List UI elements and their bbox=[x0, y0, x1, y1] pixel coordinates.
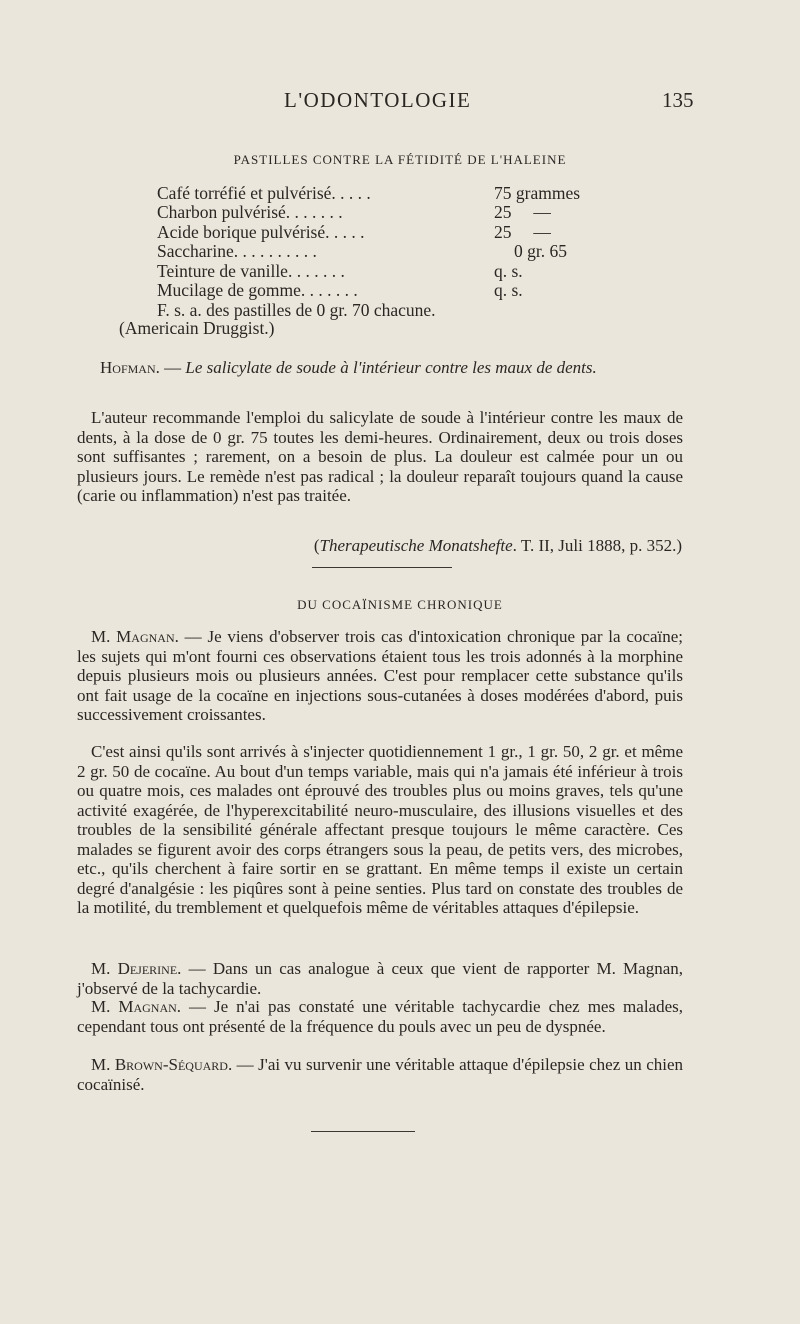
source-details: . T. II, Juli 1888, p. 352.) bbox=[512, 536, 682, 555]
paragraph-text: — Dans un cas analogue à ceux que vient de rapporter M. Magnan, j'observé de la tachycardie. bbox=[77, 959, 684, 998]
speaker-name: M. Magnan. bbox=[91, 997, 182, 1016]
paragraph bbox=[77, 997, 683, 1036]
speaker-name: M. Magnan. bbox=[91, 627, 179, 646]
paragraph-text: — Je n'ai pas constaté une véritable tachycardie chez mes malades, cependant tous ont présenté de la fréquence du pouls avec un peu de dyspnée. bbox=[77, 997, 684, 1036]
recipe-item bbox=[157, 203, 627, 222]
ingredient-quantity: 75 grammes bbox=[494, 183, 581, 203]
ingredient-name: Mucilage de gomme. . . . . . . bbox=[157, 279, 358, 300]
article-heading: Hofman. — Le salicylate de soude à l'intérieur contre les maux de dents. bbox=[77, 358, 683, 378]
ingredient-quantity: q. s. bbox=[494, 260, 523, 281]
speaker-name: M. Brown-Séquard. bbox=[91, 1055, 233, 1074]
recipe-item bbox=[157, 242, 627, 261]
paragraph bbox=[77, 627, 683, 725]
paragraph bbox=[77, 1055, 683, 1094]
ingredient-name: Saccharine. . . . . . . . . . bbox=[157, 241, 317, 262]
ingredient-name: Café torréfié et pulvérisé. . . . . bbox=[157, 183, 371, 203]
ingredient-name: Teinture de vanille. . . . . . . bbox=[157, 260, 345, 281]
recipe-list bbox=[157, 184, 627, 300]
article-source: (Therapeutische Monatshefte. T. II, Juli 1888, p. 352.) bbox=[313, 536, 682, 555]
section-heading: DU COCAÏNISME CHRONIQUE bbox=[297, 597, 503, 612]
speaker-name: M. Dejerine. bbox=[91, 959, 182, 978]
running-title: L'ODONTOLOGIE bbox=[284, 88, 472, 112]
paragraph: C'est ainsi qu'ils sont arrivés à s'injecter quotidiennement 1 gr., 1 gr. 50, 2 gr. et même 2 gr. 50 de cocaïne. Au bout d'un temps variable, mais qui n'a jamais été inférieur à trois ou quatre mois, ces malades ont éprouvé des troubles plus ou moins graves, tels qu'une activité exagérée, de l'hyperexcitabilité neuro-musculaire, des illusions visuelles et des troubles de la sensibilité générale affectant presque toujours le même caractère. Ces malades se figurent avoir des corps étrangers sous la peau, de petits vers, des microbes, etc., qu'ils cherchent à faire sortir en se grattant. En même temps il existe un certain degré d'analgésie : les piqûres sont à peine senties. Plus tard on constate des troubles de la motilité, du tremblement et quelquefois même de véritables attaques d'épilepsie. bbox=[77, 742, 683, 917]
paragraph-text: — Je viens d'observer trois cas d'intoxication chronique par la cocaïne; les sujets qui m'ont fourni ces observations étaient tous les trois adonnés à la morphine depuis plusieurs mois ou plusieurs années. C'est pour remplacer cette substance qu'ils ont fait usage de la cocaïne en injections sous-cutanées à doses modérées d'abord, puis successivement croissantes. bbox=[77, 627, 684, 724]
page-number: 135 bbox=[662, 88, 694, 112]
article-body: L'auteur recommande l'emploi du salicylate de soude à l'intérieur contre les maux de dents, à la dose de 0 gr. 75 toutes les demi-heures. Ordinairement, deux ou trois doses sont suffisantes ; rarement, on a besoin de plus. La douleur est calmée pour un ou plusieurs jours. Le remède n'est pas radical ; la douleur reparaît toujours quand la cause (carie ou inflammation) n'est pas traitée. bbox=[77, 408, 683, 505]
recipe-item bbox=[157, 262, 627, 281]
ingredient-quantity: 25 — bbox=[494, 221, 551, 242]
paragraph bbox=[77, 959, 683, 998]
recipe-title: PASTILLES CONTRE LA FÉTIDITÉ DE L'HALEINE bbox=[233, 152, 567, 167]
recipe-item bbox=[157, 223, 627, 242]
recipe-source: (Americain Druggist.) bbox=[119, 318, 275, 338]
article-author: Hofman. bbox=[100, 358, 160, 377]
source-journal: Therapeutische Monatshefte bbox=[319, 536, 513, 555]
ingredient-name: Charbon pulvérisé. . . . . . . bbox=[157, 202, 343, 223]
ingredient-quantity: 25 — bbox=[494, 202, 551, 223]
recipe-instruction: F. s. a. des pastilles de 0 gr. 70 chacune. bbox=[157, 300, 436, 320]
ingredient-quantity: 0 gr. 65 bbox=[514, 241, 567, 262]
ingredient-quantity: q. s. bbox=[494, 279, 523, 300]
article-title: Le salicylate de soude à l'intérieur contre les maux de dents. bbox=[185, 358, 597, 377]
section-divider bbox=[312, 567, 452, 568]
end-divider bbox=[311, 1131, 415, 1132]
page-header bbox=[0, 88, 800, 118]
paragraph-text: — J'ai vu survenir une véritable attaque d'épilepsie chez un chien cocaïnisé. bbox=[77, 1055, 684, 1094]
recipe-item bbox=[157, 184, 627, 203]
recipe-item bbox=[157, 281, 627, 300]
ingredient-name: Acide borique pulvérisé. . . . . bbox=[157, 221, 365, 242]
